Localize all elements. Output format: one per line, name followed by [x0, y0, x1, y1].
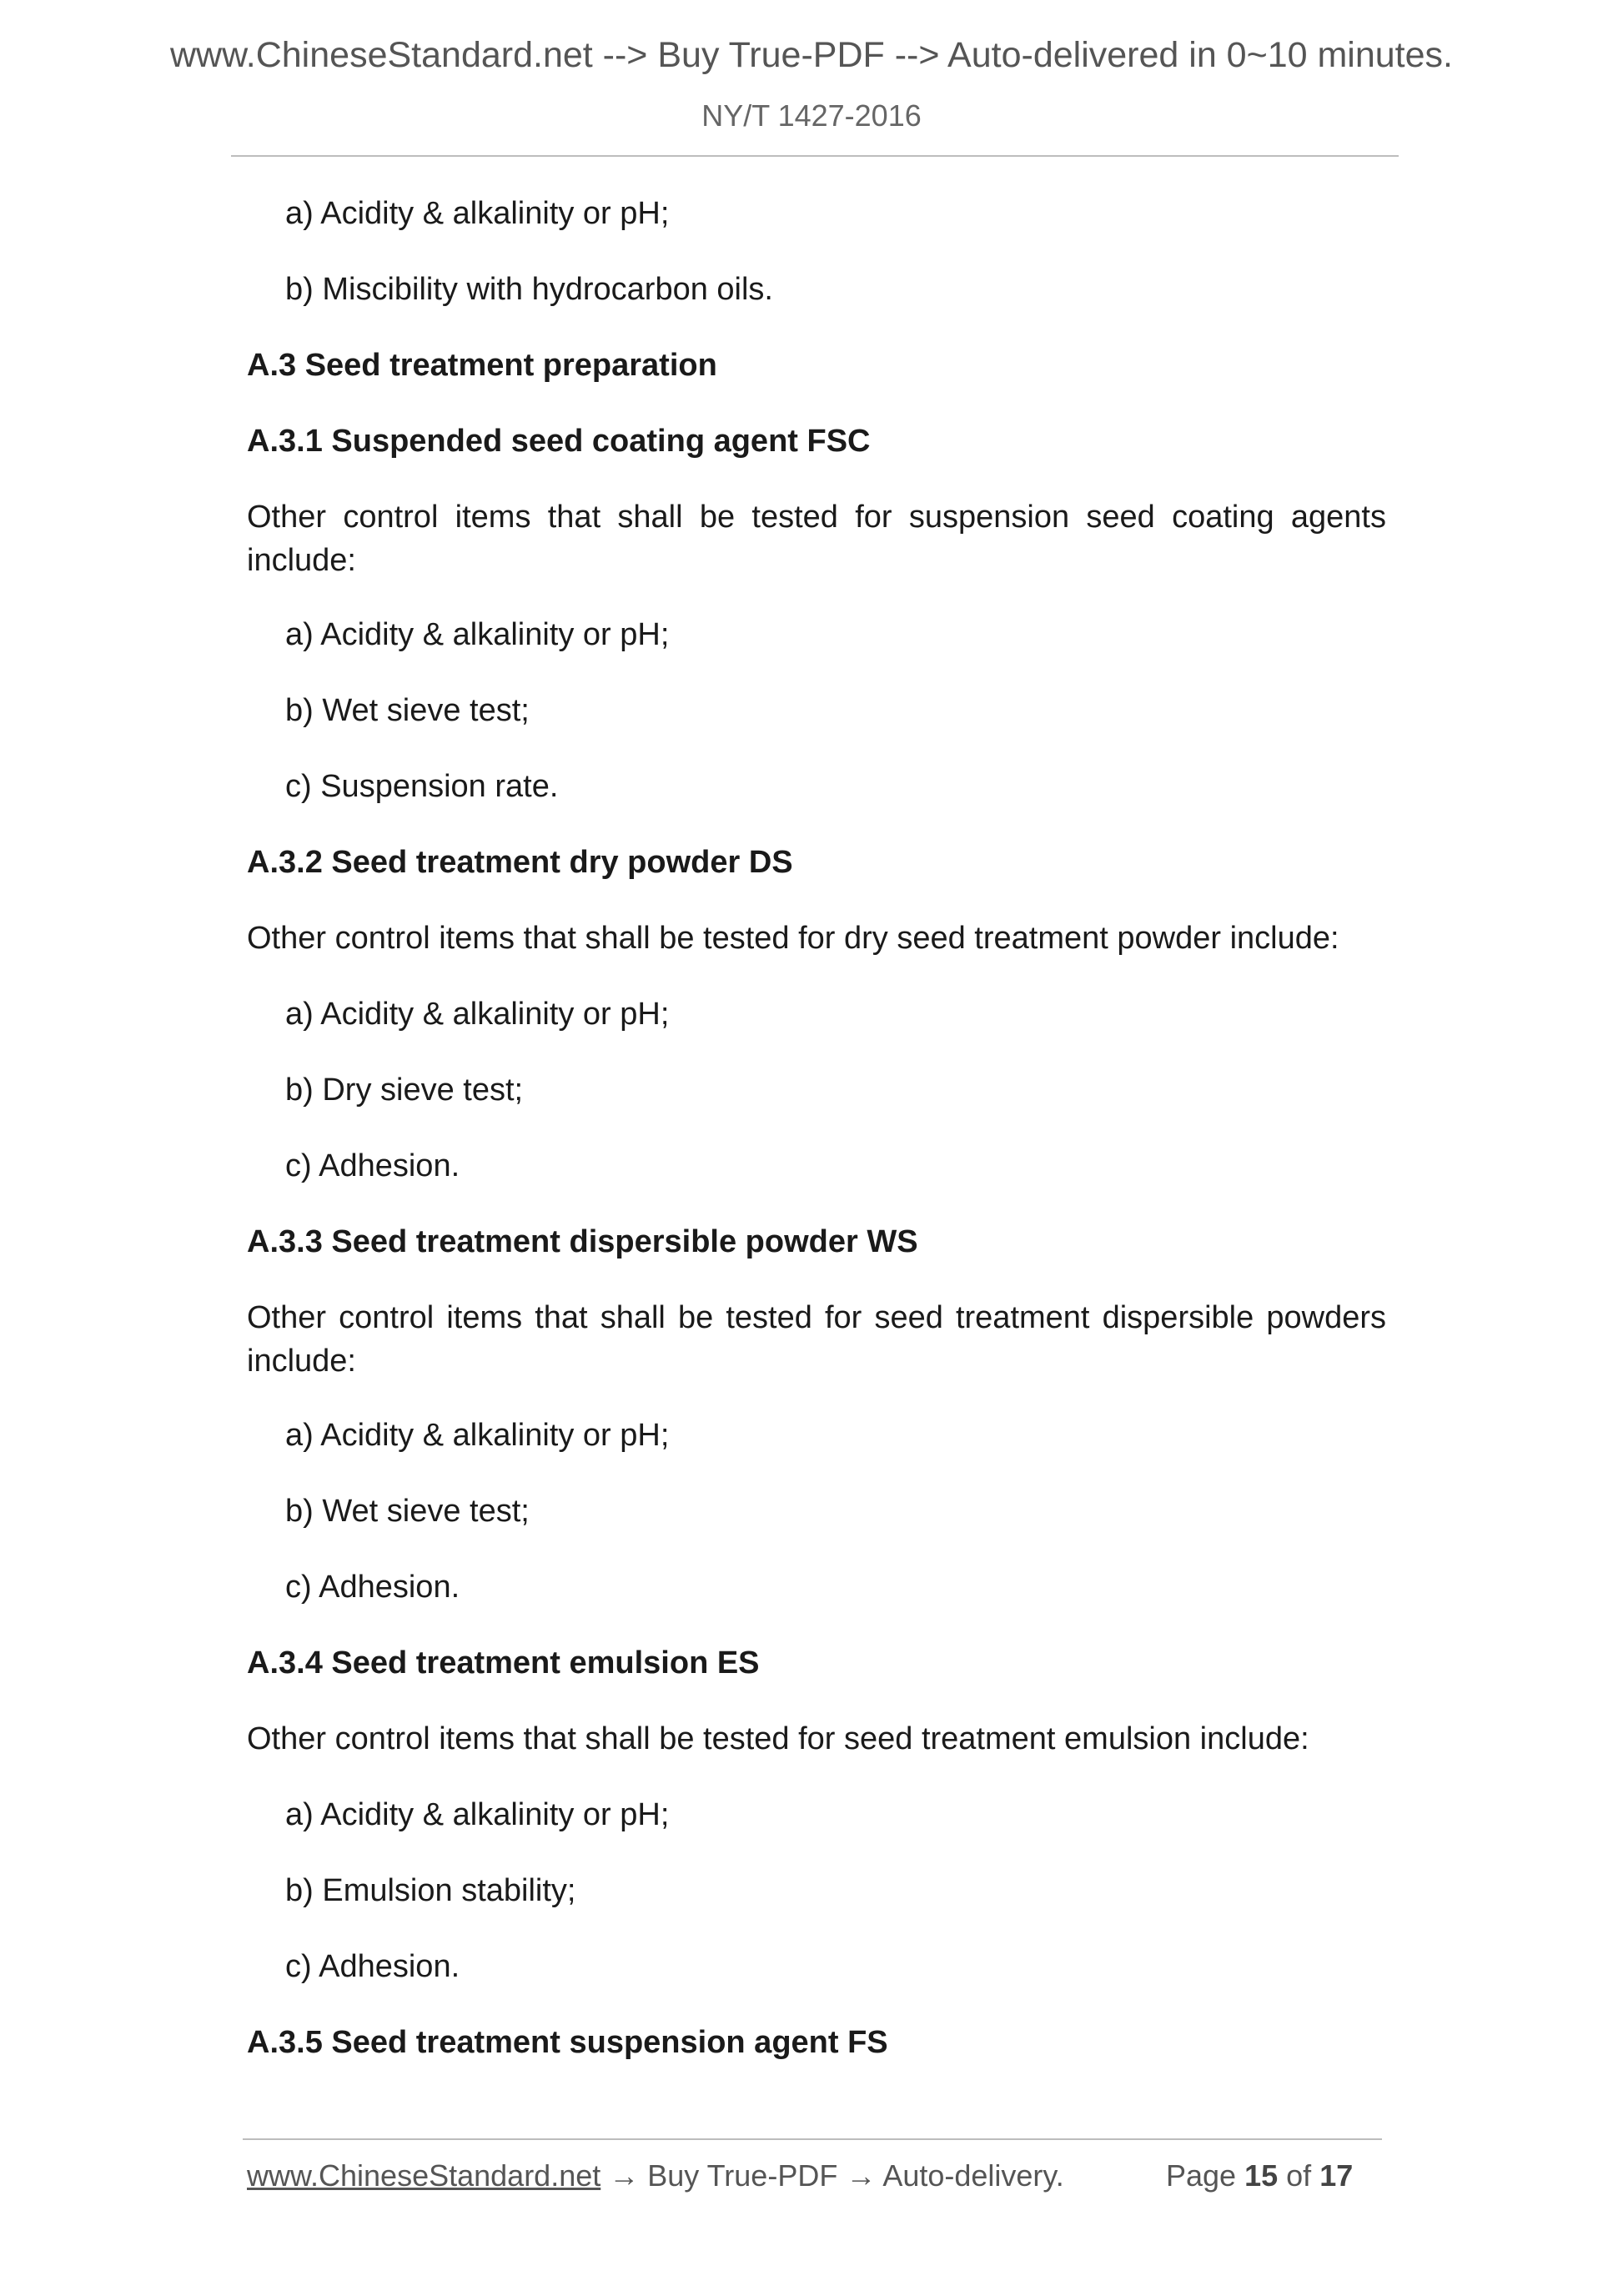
page-label: Page [1166, 2158, 1237, 2193]
of-label: of [1286, 2158, 1312, 2193]
page-indicator [1166, 2158, 1353, 2193]
list-item: c) Adhesion. [285, 1570, 460, 1605]
footer-promo [247, 2158, 1064, 2193]
section-heading: A.3.1 Suspended seed coating agent FSC [247, 424, 871, 459]
top-banner: www.ChineseStandard.net --> Buy True-PDF --> Auto-delivered in 0~10 minutes. [169, 35, 1453, 75]
footer-divider [243, 2138, 1382, 2140]
list-item: b) Dry sieve test; [285, 1073, 524, 1108]
footer-site-link[interactable]: www.ChineseStandard.net [247, 2158, 601, 2193]
section-heading: A.3.2 Seed treatment dry powder DS [247, 845, 793, 880]
section-heading: A.3.3 Seed treatment dispersible powder WS [247, 1224, 918, 1259]
list-item: b) Emulsion stability; [285, 1873, 576, 1908]
paragraph: Other control items that shall be tested for seed treatment emulsion include: [247, 1721, 1309, 1756]
page-number: 15 [1244, 2158, 1279, 2193]
header-divider [231, 155, 1399, 157]
list-item: a) Acidity & alkalinity or pH; [285, 617, 670, 652]
list-item: a) Acidity & alkalinity or pH; [285, 196, 670, 231]
footer-tagline: → Buy True-PDF → Auto-delivery. [600, 2158, 1064, 2193]
section-heading: A.3.5 Seed treatment suspension agent FS [247, 2025, 888, 2060]
list-item: a) Acidity & alkalinity or pH; [285, 1418, 670, 1453]
paragraph: Other control items that shall be tested for seed treatment dispersible powders include: [247, 1300, 1386, 1379]
page-total: 17 [1319, 2158, 1354, 2193]
list-item: b) Miscibility with hydrocarbon oils. [285, 272, 773, 307]
paragraph: Other control items that shall be tested for suspension seed coating agents include: [247, 500, 1386, 578]
section-heading: A.3.4 Seed treatment emulsion ES [247, 1645, 760, 1681]
list-item: b) Wet sieve test; [285, 693, 530, 728]
list-item: c) Adhesion. [285, 1148, 460, 1183]
paragraph: Other control items that shall be tested for dry seed treatment powder include: [247, 921, 1339, 956]
list-item: c) Adhesion. [285, 1949, 460, 1984]
list-item: a) Acidity & alkalinity or pH; [285, 997, 670, 1032]
section-heading: A.3 Seed treatment preparation [247, 348, 717, 383]
list-item: b) Wet sieve test; [285, 1494, 530, 1529]
list-item: a) Acidity & alkalinity or pH; [285, 1797, 670, 1832]
list-item: c) Suspension rate. [285, 769, 559, 804]
standard-code: NY/T 1427-2016 [701, 98, 922, 133]
